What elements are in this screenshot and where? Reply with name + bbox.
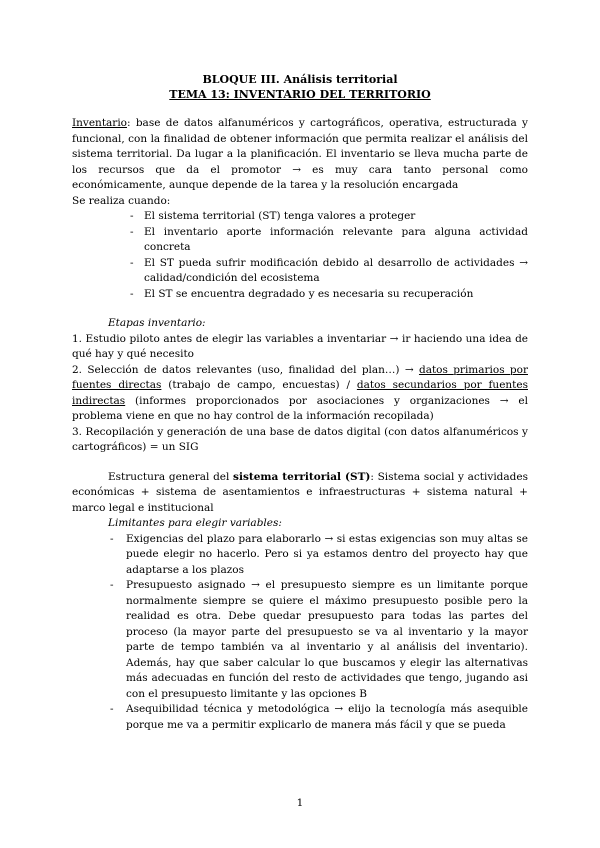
datos-primarios: datos primarios por fuentes directas: [72, 363, 528, 391]
inventario-term: Inventario: [72, 117, 127, 129]
estructura-text-a: Estructura general del: [108, 470, 234, 483]
datos-secundarios: datos secundarios por fuentes indirectas: [72, 379, 528, 407]
etapa-2-text-b: (trabajo de campo, encuestas) /: [161, 379, 357, 391]
list-item: - Exigencias del plazo para elaborarlo → si estas exigencias son muy altas se puede elegir no hacerlo. Pero si ya estamos dentro del proyecto hay que adaptarse a los plazos: [72, 532, 528, 579]
page-subtitle: TEMA 13: INVENTARIO DEL TERRITORIO: [169, 88, 431, 101]
limitantes-heading: Limitantes para elegir variables:: [108, 517, 282, 529]
list-item: - El ST pueda sufrir modificación debido al desarrollo de actividades → calidad/condición del ecosistema: [72, 256, 528, 287]
etapa-1: 1. Estudio piloto antes de elegir las variables a inventariar → ir haciendo una idea de qué hay y qué necesito: [72, 332, 528, 360]
page-number: 1: [296, 797, 304, 809]
inventario-list: [72, 209, 528, 302]
list-item: - El ST se encuentra degradado y es necesaria su recuperación: [72, 287, 528, 303]
cuando-label: Se realiza cuando:: [72, 194, 171, 207]
limitantes-list: [72, 532, 528, 734]
etapas-heading: Etapas inventario:: [108, 317, 206, 329]
inventario-text: : base de datos alfanuméricos y cartográficos, operativa, estructurada y funcional, con la finalidad de obtener información que permita realizar el análisis del sistema territorial. Da lugar a la planificación. El inventario se lleva mucha parte de los recursos que da el promotor → es muy cara tanto personal como económicamente, aunque depende de la tarea y la resolución encargada: [72, 117, 528, 191]
page-title: BLOQUE III. Análisis territorial: [202, 73, 398, 86]
list-item: - Presupuesto asignado → el presupuesto siempre es un limitante porque normalmente siempre se quiere el máximo presupuesto posible pero la realidad es otra. Debe quedar presupuesto para todas las partes del proceso (la mayor parte del presupuesto se va al inventario y la mayor parte de tempo también va al inventario y al análisis del inventario). Además, hay que saber calcular lo que buscamos y elegir las alternativas más adecuadas en función del resto de actividades que tengo, jugando asi con el presupuesto limitante y las opciones B: [72, 578, 528, 702]
etapa-2-text-a: 2. Selección de datos relevantes (uso, finalidad del plan…) →: [72, 363, 419, 376]
document-page: [72, 72, 528, 733]
list-item: - El sistema territorial (ST) tenga valores a proteger: [72, 209, 528, 225]
list-item: - Asequibilidad técnica y metodológica → elijo la tecnología más asequible porque me va a permitir explicarlo de manera más fácil y que se pueda: [72, 702, 528, 733]
estructura-paragraph: [72, 470, 528, 517]
estructura-text-b: : Sistema social y actividades económicas + sistema de asentamientos e infraestructuras + sistema natural + marco legal e institucional: [72, 470, 528, 514]
etapa-2-text-c: (informes proporcionados por asociaciones y organizaciones → el problema viene en que no hay control de la información recopilada): [72, 394, 528, 422]
etapa-2: [72, 363, 528, 425]
inventario-paragraph: [72, 116, 528, 194]
estructura-bold: sistema territorial (ST): [233, 470, 371, 483]
list-item: - El inventario aporte información relevante para alguna actividad concreta: [72, 225, 528, 256]
etapa-3: 3. Recopilación y generación de una base de datos digital (con datos alfanuméricos y cartográficos) = un SIG: [72, 425, 528, 453]
